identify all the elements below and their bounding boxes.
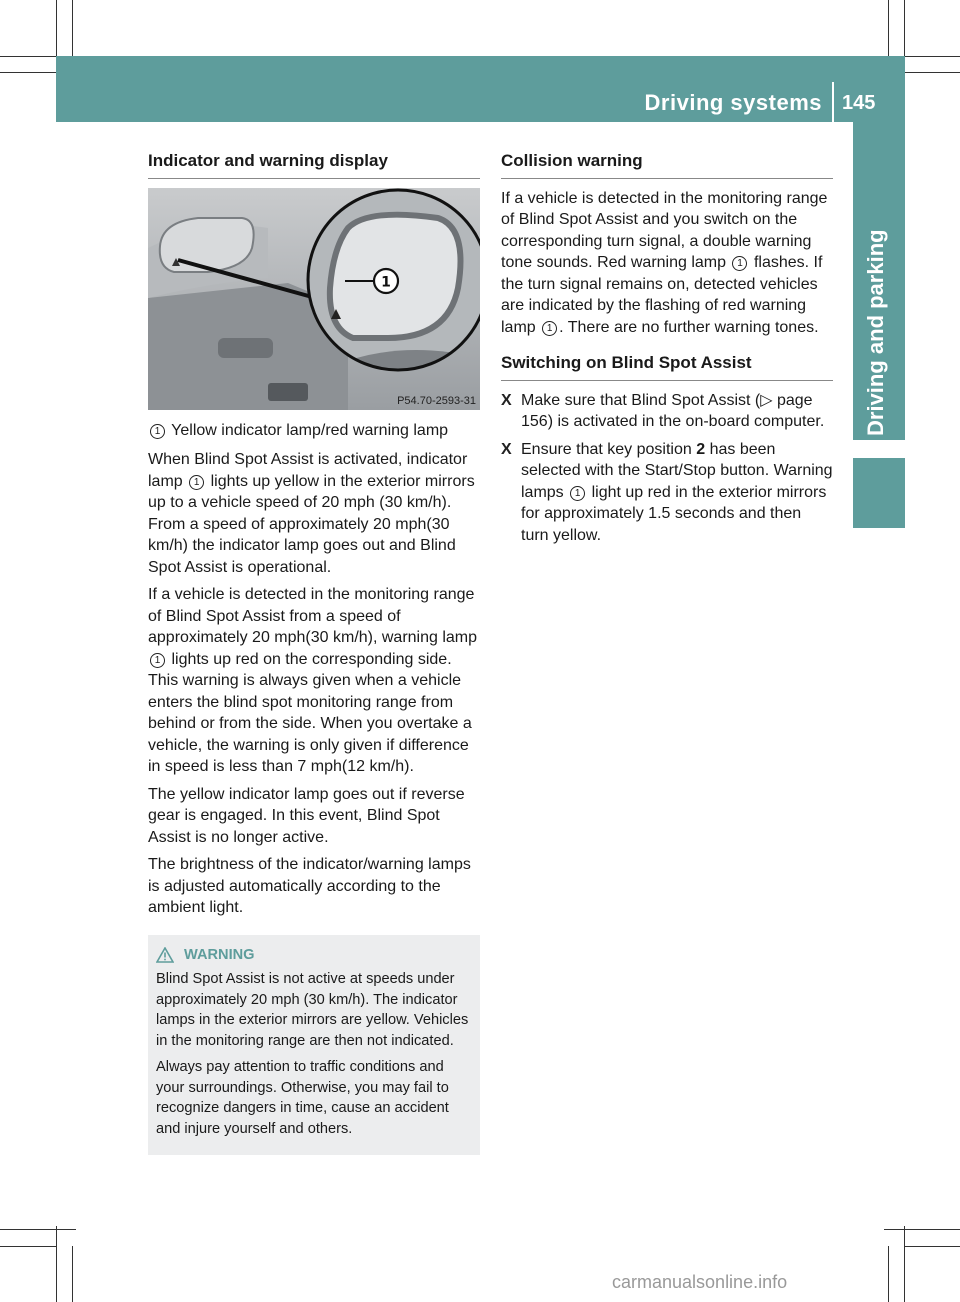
crop-mark <box>56 1226 57 1302</box>
page-reference-link[interactable]: page 156) is activated in the on-board computer. <box>521 391 825 430</box>
crop-mark <box>0 72 56 73</box>
instruction-step: X Make sure that Blind Spot Assist (▷ page 156) is activated in the on-board computer. <box>501 390 833 433</box>
crop-mark <box>0 1246 56 1247</box>
section-heading: Indicator and warning display <box>148 150 480 179</box>
warning-title: WARNING <box>184 946 255 963</box>
figure-legend <box>148 420 480 442</box>
paragraph: The brightness of the indicator/warning lamps is adjusted automatically according to the ambient light. <box>148 856 471 916</box>
warning-triangle-icon <box>156 947 174 963</box>
side-tab-label: Driving and parking <box>863 229 888 436</box>
crop-mark <box>888 1246 889 1302</box>
section-heading: Collision warning <box>501 150 833 179</box>
paragraph: The yellow indicator lamp goes out if reverse gear is engaged. In this event, Blind Spot Assist is no longer active. <box>148 785 465 846</box>
crop-mark <box>904 1226 905 1302</box>
crop-mark <box>904 1246 960 1247</box>
crop-mark <box>888 0 889 56</box>
warning-box <box>148 935 480 1156</box>
callout-1: 1 <box>732 256 747 271</box>
warning-text: Always pay attention to traffic conditions and your surroundings. Otherwise, you may fail to recognize dangers in time, cause an accident and injure yourself and others. <box>156 1059 449 1137</box>
callout-1: 1 <box>542 321 557 336</box>
paragraph: If a vehicle is detected in the monitoring range of Blind Spot Assist and you switch on the corresponding turn signal, a double warning tone sounds. Red warning lamp 1 flashes. If the turn signal remains on, detected vehicles are indicated by the flashing of red warning lamp 1 . There are no further warning tones. <box>501 189 828 336</box>
legend-text: Yellow indicator lamp/red warning lamp <box>171 421 449 439</box>
image-code: P54.70-2593-31 <box>397 394 476 407</box>
side-tab-block <box>853 458 905 528</box>
callout-1: 1 <box>189 475 204 490</box>
step-arrow-icon: X <box>501 440 512 458</box>
section-heading: Switching on Blind Spot Assist <box>501 352 833 381</box>
crop-mark <box>0 1229 76 1230</box>
watermark: carmanualsonline.info <box>612 1272 788 1292</box>
page-number: 145 <box>842 92 876 114</box>
step-arrow-icon: X <box>501 391 512 409</box>
callout-1: 1 <box>150 653 165 668</box>
crop-mark <box>72 1246 73 1302</box>
crop-mark <box>904 72 960 73</box>
callout-1: 1 <box>570 486 585 501</box>
left-column <box>148 150 480 1155</box>
mirror-illustration <box>148 188 480 410</box>
crop-mark <box>72 0 73 56</box>
warning-text: Blind Spot Assist is not active at speeds under approximately 20 mph (30 km/h). The indicator lamps in the exterior mirrors are yellow. Vehicles in the monitoring range are then not indicated. <box>156 971 469 1049</box>
right-column <box>501 150 833 552</box>
callout-1: 1 <box>150 424 165 439</box>
page-reference-arrow-icon: ▷ <box>760 391 773 409</box>
instruction-step: X Ensure that key position 2 has been selected with the Start/Stop button. Warning lamps 1 light up red in the exterior mirrors for approximately 1.5 seconds and then turn yellow. <box>501 439 833 547</box>
paragraph: When Blind Spot Assist is activated, indicator lamp 1 lights up yellow in the exterior mirrors up to a vehicle speed of 20 mph (30 km/h). From a speed of approximately 20 mph(30 km/h) the indicator lamp goes out and Blind Spot Assist is operational. <box>148 451 475 576</box>
header-separator <box>832 82 834 122</box>
section-title: Driving systems <box>644 90 822 115</box>
figure-callout: 1 <box>381 274 391 290</box>
crop-mark <box>884 1229 960 1230</box>
paragraph: If a vehicle is detected in the monitoring range of Blind Spot Assist from a speed of approximately 20 mph(30 km/h), warning lamp 1 lights up red on the corresponding side. This warning is always given when a vehicle enters the blind spot monitoring range from behind or from the side. When you overtake a vehicle, the warning is only given if difference in speed is less than 7 mph(12 km/h). <box>148 586 478 775</box>
